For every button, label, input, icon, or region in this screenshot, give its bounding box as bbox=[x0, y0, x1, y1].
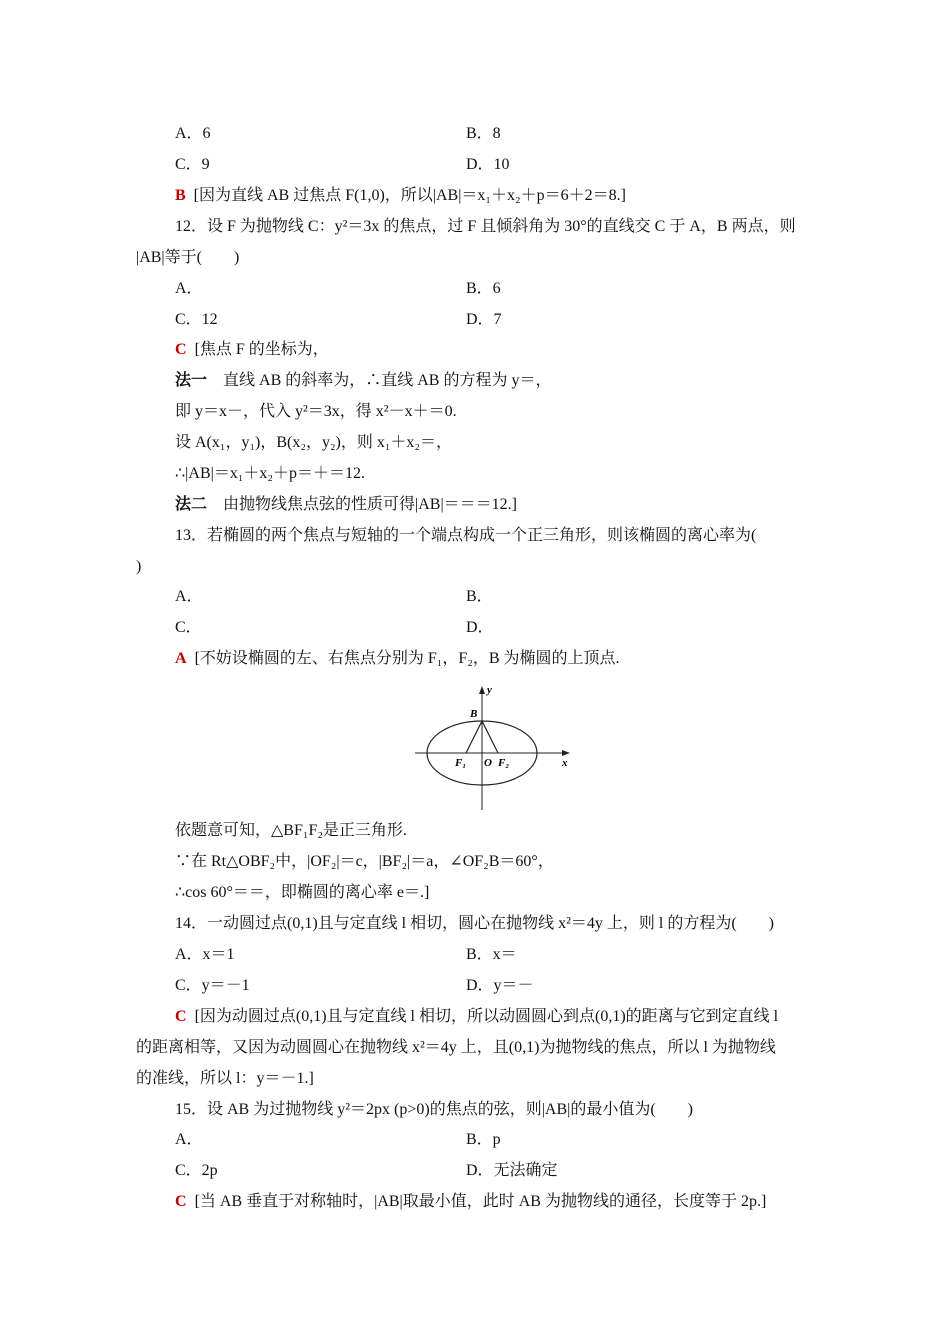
q15-solution bbox=[175, 1192, 766, 1212]
q12-method1-line2: 即 y＝x－，代入 y²＝3x，得 x²－x＋＝0. bbox=[175, 403, 457, 420]
q12-method1-line3: 设 A(x₁，y₁)，B(x₂，y₂)，则 x₁＋x₂＝， bbox=[175, 434, 453, 451]
q12-method1-label: 法一 bbox=[175, 372, 208, 389]
q12-option-c: C．12 bbox=[175, 311, 218, 328]
q11-answer: B bbox=[175, 187, 186, 204]
q13-option-d: D． bbox=[466, 619, 494, 636]
x-axis-arrow bbox=[562, 750, 570, 756]
q15-option-b: B．p bbox=[466, 1131, 501, 1148]
label-x: x bbox=[562, 757, 568, 769]
ellipse-figure bbox=[410, 682, 575, 812]
q15-stem: 15．设 AB 为过抛物线 y²＝2px (p>0)的焦点的弦，则|AB|的最小值为( ) bbox=[175, 1101, 693, 1118]
q14-explanation-line3: 的准线，所以 l：y＝－1.] bbox=[136, 1070, 314, 1087]
q11-option-b: B．8 bbox=[466, 125, 501, 142]
q14-option-b: B．x＝ bbox=[466, 946, 517, 963]
label-f1: F₁ bbox=[455, 757, 467, 769]
label-y: y bbox=[487, 684, 492, 696]
q13-solution bbox=[175, 649, 620, 669]
q11-option-d: D．10 bbox=[466, 156, 510, 173]
label-o: O bbox=[484, 757, 492, 769]
q13-option-b: B． bbox=[466, 588, 493, 605]
q12-method1-text: 直线 AB 的斜率为，∴直线 AB 的方程为 y＝， bbox=[207, 372, 552, 389]
q15-answer: C bbox=[175, 1193, 187, 1210]
q12-option-d: D．7 bbox=[466, 311, 502, 328]
q11-solution bbox=[175, 186, 626, 206]
q13-option-a: A． bbox=[175, 588, 203, 605]
q12-method1-line4: ∴|AB|＝x₁＋x₂＋p＝＋＝12. bbox=[175, 465, 365, 482]
q14-option-d: D．y＝－ bbox=[466, 977, 534, 994]
q12-explanation: [焦点 F 的坐标为， bbox=[194, 341, 329, 358]
q15-option-c: C．2p bbox=[175, 1162, 218, 1179]
q15-explanation: [当 AB 垂直于对称轴时，|AB|取最小值，此时 AB 为抛物线的通径，长度等于 2p.] bbox=[194, 1193, 767, 1210]
q13-stem-line1: 13．若椭圆的两个焦点与短轴的一个端点构成一个正三角形，则该椭圆的离心率为( bbox=[175, 527, 757, 544]
q12-option-b: B．6 bbox=[466, 280, 501, 297]
label-b: B bbox=[470, 708, 478, 720]
q15-option-a: A． bbox=[175, 1131, 203, 1148]
q14-option-c: C．y＝－1 bbox=[175, 977, 250, 994]
q13-line2: 依题意可知，△BF₁F₂是正三角形. bbox=[175, 822, 407, 839]
q13-line3: ∵在 Rt△OBF₂中，|OF₂|＝c，|BF₂|＝a，∠OF₂B＝60°， bbox=[175, 853, 554, 870]
q11-option-c: C．9 bbox=[175, 156, 210, 173]
q11-option-a: A．6 bbox=[175, 125, 211, 142]
y-axis-arrow bbox=[479, 686, 485, 694]
q14-option-a: A．x＝1 bbox=[175, 946, 235, 963]
q12-stem-line2: |AB|等于( ) bbox=[136, 249, 240, 266]
q12-option-a: A． bbox=[175, 280, 203, 297]
q15-option-d: D．无法确定 bbox=[466, 1162, 558, 1179]
q13-stem-line2: ) bbox=[136, 558, 142, 575]
q13-option-c: C． bbox=[175, 619, 202, 636]
q12-method1 bbox=[175, 371, 551, 391]
q12-solution bbox=[175, 340, 329, 360]
q12-method2-label: 法二 bbox=[175, 496, 208, 513]
q14-explanation-line2: 的距离相等，又因为动圆圆心在抛物线 x²＝4y 上，且(0,1)为抛物线的焦点，所以 l 为抛物线 bbox=[136, 1039, 776, 1056]
q12-method2 bbox=[175, 495, 517, 515]
q14-answer: C bbox=[175, 1008, 187, 1025]
q12-stem-line1: 12．设 F 为抛物线 C：y²＝3x 的焦点，过 F 且倾斜角为 30°的直线交 C 于 A，B 两点，则 bbox=[175, 218, 796, 235]
q13-line4: ∴cos 60°＝＝，即椭圆的离心率 e＝.] bbox=[175, 884, 430, 901]
q12-method2-text: 由抛物线焦点弦的性质可得|AB|＝＝＝12.] bbox=[207, 496, 517, 513]
label-f2: F₂ bbox=[498, 757, 510, 769]
q13-explanation: [不妨设椭圆的左、右焦点分别为 F₁，F₂，B 为椭圆的上顶点. bbox=[194, 650, 620, 667]
q14-solution bbox=[175, 1007, 778, 1027]
q13-answer: A bbox=[175, 650, 187, 667]
q11-explanation: [因为直线 AB 过焦点 F(1,0)，所以|AB|＝x₁＋x₂＋p＝6＋2＝8.] bbox=[193, 187, 626, 204]
q14-stem: 14．一动圆过点(0,1)且与定直线 l 相切，圆心在抛物线 x²＝4y 上，则 l 的方程为( ) bbox=[175, 915, 775, 932]
q14-explanation-line1: [因为动圆过点(0,1)且与定直线 l 相切，所以动圆圆心到点(0,1)的距离与它到定直线 l bbox=[194, 1008, 779, 1025]
q12-answer: C bbox=[175, 341, 187, 358]
